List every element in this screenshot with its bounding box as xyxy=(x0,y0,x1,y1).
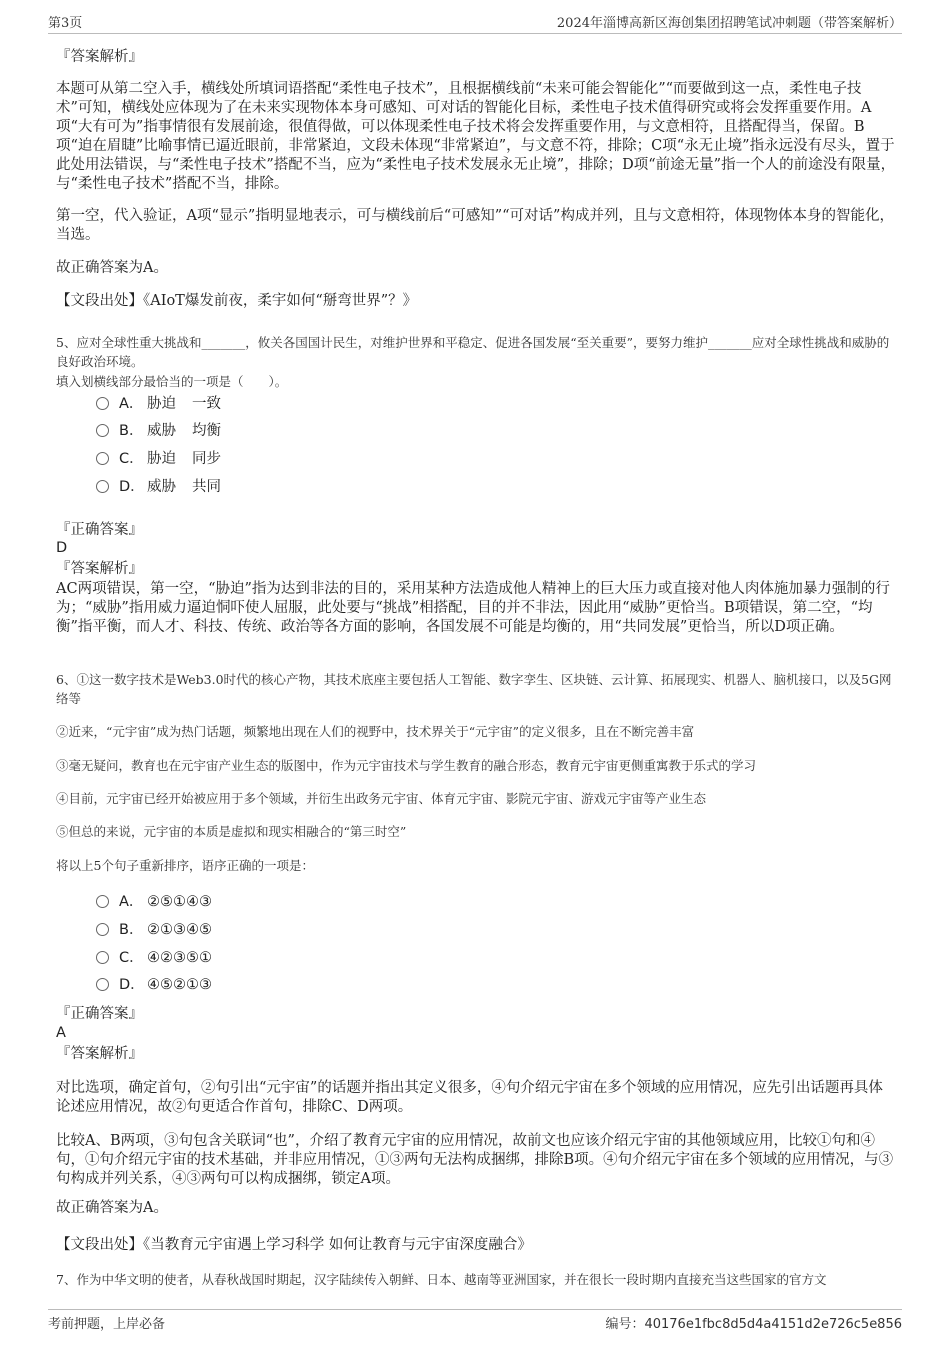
q5-option-d[interactable]: D． 威胁 共同 xyxy=(96,477,221,497)
q5-option-a[interactable]: A． 胁迫 一致 xyxy=(96,394,221,414)
radio-button-icon[interactable] xyxy=(96,978,109,991)
q4-analysis-label: 『答案解析』 xyxy=(56,49,143,65)
q6-answer: A xyxy=(56,1025,66,1041)
q6-sentence-3: ③毫无疑问，教育也在元宇宙产业生态的版图中，作为元宇宙技术与学生教育的融合形态，教育元宇宙更侧重寓教于乐式的学习 xyxy=(56,758,757,773)
q6-analysis-label: 『答案解析』 xyxy=(56,1046,143,1062)
q6-sentence-4: ④目前，元宇宙已经开始被应用于多个领域，并衍生出政务元宇宙、体育元宇宙、影院元宇宙、游戏元宇宙等产业生态 xyxy=(56,791,707,806)
footer-divider xyxy=(48,1309,902,1310)
footer-slogan: 考前押题，上岸必备 xyxy=(48,1317,166,1332)
page-number: 第3页 xyxy=(48,16,83,31)
q4-analysis-p3: 故正确答案为A。 xyxy=(56,260,168,276)
radio-button-icon[interactable] xyxy=(96,397,109,410)
radio-button-icon[interactable] xyxy=(96,452,109,465)
q5-prompt: 填入划横线部分最恰当的一项是（ ）。 xyxy=(56,374,288,389)
q5-answer-label: 『正确答案』 xyxy=(56,522,143,538)
q6-analysis-p3: 故正确答案为A。 xyxy=(56,1200,168,1216)
page-header xyxy=(48,12,902,32)
q6-sentence-5: ⑤但总的来说，元宇宙的本质是虚拟和现实相融合的“第三时空” xyxy=(56,824,407,839)
q4-analysis-p1: 本题可从第二空入手，横线处所填词语搭配“柔性电子技术”，且根据横线前“未来可能会智能化”“而要做到这一点，柔性电子技术”可知，横线处应体现为了在未来实现物体本身可感知、可对话的智能化目标，柔性电子技术值得研究或将会发挥重要作用。A项“大有可为”指事情很有发展前途，很值得做，可以体现柔性电子技术将会发挥重要作用，与文意相符，且搭配得当，保留。B项“迫在眉睫”比喻事情已逼近眼前，非常紧迫，文段未体现“非常紧迫”，与文意不符，排除；C项“永无止境”指永远没有尽头，置于此处用法错误，与“柔性电子技术”搭配不当，应为“柔性电子技术发展永无止境”，排除；D项“前途无量”指一个人的前途没有限量，与“柔性电子技术”搭配不当，排除。 xyxy=(56,81,896,192)
q5-stem: 5、应对全球性重大挑战和_______，攸关各国国计民生，对维护世界和平稳定、促进各国发展“至关重要”，要努力维护_______应对全球性挑战和威胁的良好政治环境。 xyxy=(56,335,890,369)
q6-option-b[interactable]: B． ②①③④⑤ xyxy=(96,920,212,940)
q4-source: 【文段出处】《AIoT爆发前夜，柔宇如何“掰弯世界”？》 xyxy=(56,293,418,309)
document-title: 2024年淄博高新区海创集团招聘笔试冲刺题（带答案解析） xyxy=(556,16,902,31)
radio-button-icon[interactable] xyxy=(96,480,109,493)
header-divider xyxy=(48,33,902,34)
page-footer xyxy=(48,1313,902,1333)
q5-analysis: AC两项错误，第一空，“胁迫”指为达到非法的目的，采用某种方法造成他人精神上的巨大压力或直接对他人肉体施加暴力强制的行为；“威胁”指用威力逼迫恫吓使人屈服，此处要与“挑战”相搭配，目的并不非法，因此用“威胁”更恰当。B项错误，第二空，“均衡”指平衡，而人才、科技、传统、政治等各方面的影响，各国发展不可能是均衡的，用“共同发展”更恰当，所以D项正确。 xyxy=(56,581,890,635)
q5-analysis-label: 『答案解析』 xyxy=(56,561,143,577)
q6-option-a[interactable]: A． ②⑤①④③ xyxy=(96,892,212,912)
q6-sentence-1: 6、①这一数字技术是Web3.0时代的核心产物，其技术底座主要包括人工智能、数字孪生、区块链、云计算、拓展现实、机器人、脑机接口，以及5G网络等 xyxy=(56,672,892,706)
q5-answer: D xyxy=(56,540,68,556)
q6-analysis-p1: 对比选项，确定首句，②句引出“元宇宙”的话题并指出其定义很多，④句介绍元宇宙在多个领域的应用情况，应先引出话题再具体论述应用情况，故②句更适合作首句，排除C、D两项。 xyxy=(56,1080,883,1115)
q6-option-d[interactable]: D． ④⑤②①③ xyxy=(96,975,212,995)
q7-stem: 7、作为中华文明的使者，从春秋战国时期起，汉字陆续传入朝鲜、日本、越南等亚洲国家，并在很长一段时期内直接充当这些国家的官方文 xyxy=(56,1272,827,1287)
footer-code: 编号：40176e1fbc8d5d4a4151d2e726c5e856 xyxy=(605,1317,902,1332)
q5-option-b[interactable]: B． 威胁 均衡 xyxy=(96,421,221,441)
q6-option-c[interactable]: C． ④②③⑤① xyxy=(96,948,212,968)
q6-answer-label: 『正确答案』 xyxy=(56,1006,143,1022)
radio-button-icon[interactable] xyxy=(96,951,109,964)
radio-button-icon[interactable] xyxy=(96,923,109,936)
q4-analysis-p2: 第一空，代入验证，A项“显示”指明显地表示，可与横线前后“可感知”“可对话”构成并列，且与文意相符，体现物体本身的智能化，当选。 xyxy=(56,208,894,243)
radio-button-icon[interactable] xyxy=(96,424,109,437)
q6-source: 【文段出处】《当教育元宇宙遇上学习科学 如何让教育与元宇宙深度融合》 xyxy=(56,1237,532,1253)
q5-option-c[interactable]: C． 胁迫 同步 xyxy=(96,449,221,469)
q6-analysis-p2: 比较A、B两项，③句包含关联词“也”，介绍了教育元宇宙的应用情况，故前文也应该介绍元宇宙的其他领域应用，比较①句和④句，①句介绍元宇宙的技术基础，并非应用情况，①③两句无法构成捆绑，排除B项。④句介绍元宇宙在多个领域的应用情况，与③句构成并列关系，④③两句可以构成捆绑，锁定A项。 xyxy=(56,1133,894,1187)
q6-sentence-2: ②近来，“元宇宙”成为热门话题，频繁地出现在人们的视野中，技术界关于“元宇宙”的定义很多，且在不断完善丰富 xyxy=(56,724,695,739)
radio-button-icon[interactable] xyxy=(96,895,109,908)
q6-prompt: 将以上5个句子重新排序，语序正确的一项是： xyxy=(56,858,314,873)
